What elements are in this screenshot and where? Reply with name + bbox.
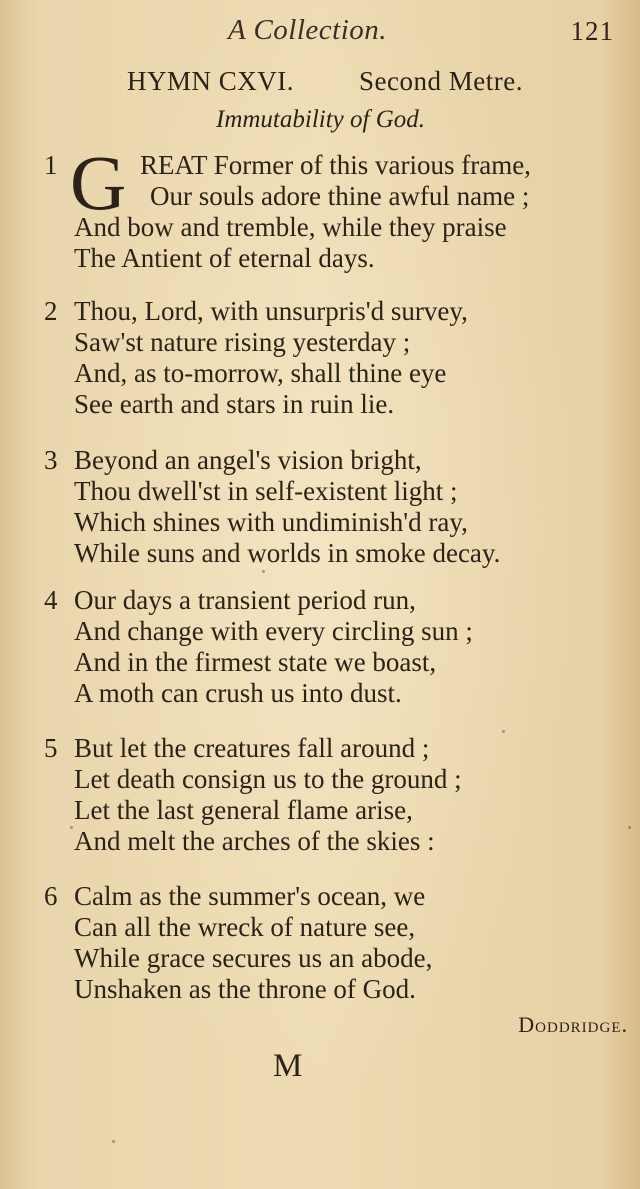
stanza-line: While grace secures us an abode, [74,943,433,973]
hymn-metre: Second Metre. [359,66,523,96]
hymn-subject: Immutability of God. [216,106,426,133]
stanza-line: Our souls adore thine awful name ; [150,181,530,211]
running-head: A Collection. [228,14,388,46]
stanza-line: And bow and tremble, while they praise [74,212,507,242]
stanza-number: 5 [44,733,58,763]
stanza-line: While suns and worlds in smoke decay. [74,538,501,568]
stanza-line: Let the last general flame arise, [74,795,413,825]
stanza-line: Our days a transient period run, [74,585,416,615]
stanza-line: REAT Former of this various frame, [140,150,531,180]
stanza-line: And change with every circling sun ; [74,616,473,646]
paper-speck [262,570,265,573]
hymn-title [127,66,523,97]
signature-mark: M [273,1048,304,1084]
stanza-line: Let death consign us to the ground ; [74,764,462,794]
stanza-number: 4 [44,585,58,615]
stanza-line: Saw'st nature rising yesterday ; [74,327,411,357]
stanza-line: And, as to-morrow, shall thine eye [74,358,447,388]
page-number: 121 [570,16,614,46]
stanza-line: Which shines with undiminish'd ray, [74,507,468,537]
stanza-line: And in the firmest state we boast, [74,647,437,677]
stanza-line: The Antient of eternal days. [74,243,375,273]
paper-speck [628,826,631,829]
author-attribution: Doddridge. [518,1012,628,1037]
stanza-line: Can all the wreck of nature see, [74,912,416,942]
drop-cap: G [70,139,127,226]
stanza-line: See earth and stars in ruin lie. [74,389,395,419]
paper-speck [502,730,505,733]
paper-speck [112,1140,115,1143]
stanza-line: A moth can crush us into dust. [74,678,402,708]
stanza-line: Calm as the summer's ocean, we [74,881,426,911]
hymn-number: HYMN CXVI. [127,66,294,96]
stanza-number: 1 [44,150,58,180]
stanza-number: 2 [44,296,58,326]
stanza-number: 6 [44,881,58,911]
stanza-line: Beyond an angel's vision bright, [74,445,422,475]
stanza-line: Thou, Lord, with unsurpris'd survey, [74,296,468,326]
stanza-line: Thou dwell'st in self-existent light ; [74,476,458,506]
paper-speck [70,826,73,829]
stanza-line: And melt the arches of the skies : [74,826,435,856]
stanza-number: 3 [44,445,58,475]
stanza-line: Unshaken as the throne of God. [74,974,416,1004]
stanza-line: But let the creatures fall around ; [74,733,430,763]
